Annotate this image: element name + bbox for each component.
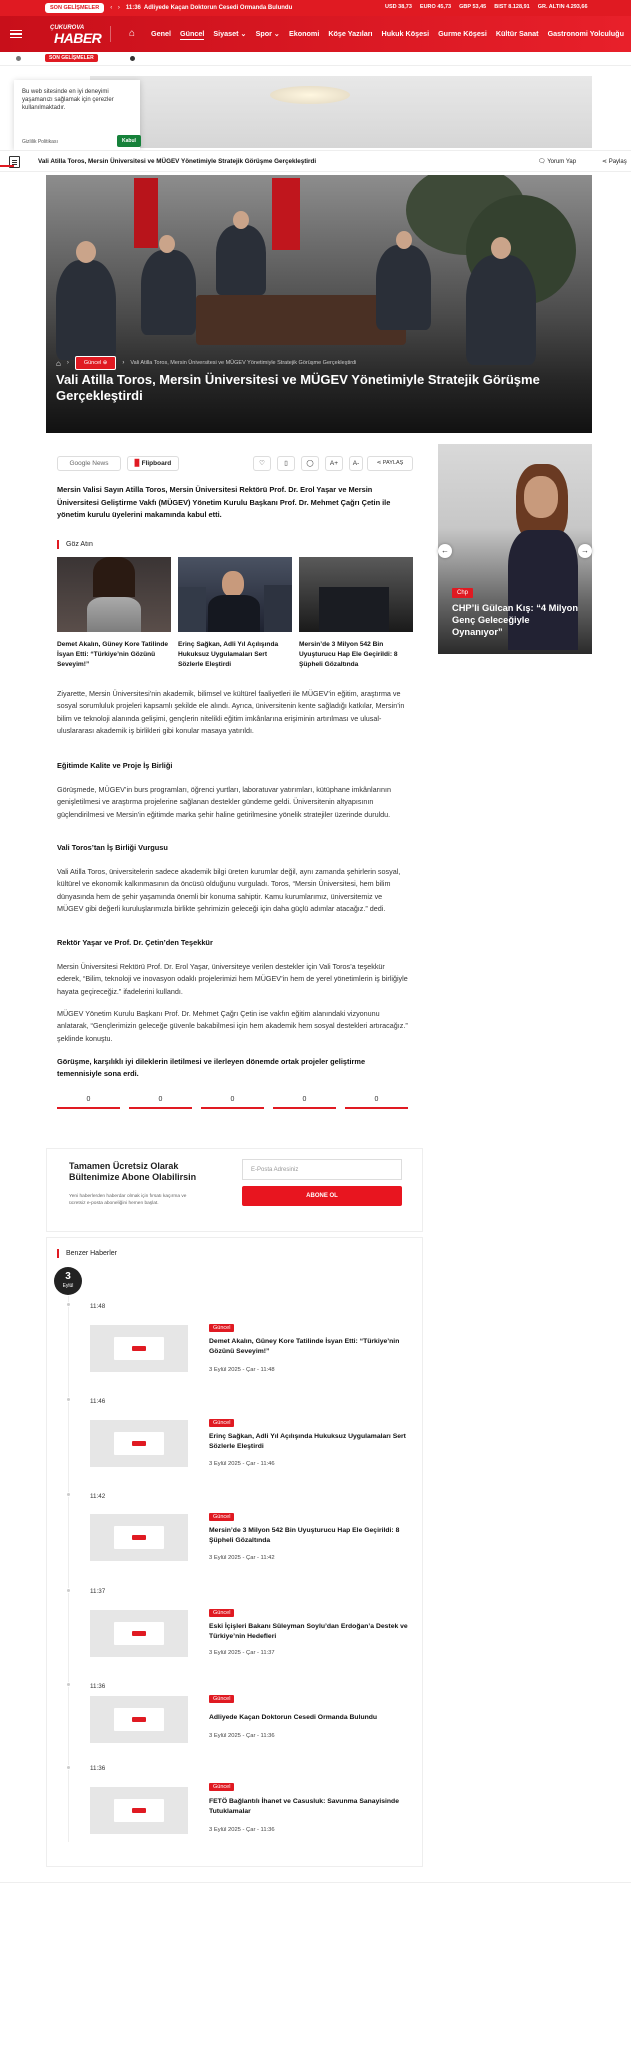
slider-next-arrow-icon[interactable]: →	[578, 544, 592, 558]
slide-category-badge[interactable]: Chp	[452, 588, 473, 598]
comment-button[interactable]: 🗨 Yorum Yap	[538, 159, 577, 165]
news-thumbnail[interactable]	[90, 1325, 188, 1372]
breadcrumb-separator: ›	[66, 360, 69, 366]
share-article-button[interactable]: ⋖ PAYLAŞ	[367, 456, 413, 471]
breadcrumb-current: Vali Atilla Toros, Mersin Üniversitesi ve MÜGEV Yönetimiyle Stratejik Görüşme Gerçekleştirdi	[130, 360, 357, 366]
site-logo[interactable]	[50, 23, 102, 45]
slide-image-face	[524, 476, 558, 518]
news-category-badge[interactable]: Güncel	[209, 1324, 234, 1332]
breadcrumb	[56, 356, 356, 370]
card-title: Erinç Sağkan, Adli Yıl Açılışında Hukuksuz Uygulamaları Sert Sözlerle Eleştirdi	[178, 641, 279, 668]
reaction-count[interactable]: 0	[345, 1093, 408, 1109]
news-thumbnail[interactable]	[90, 1420, 188, 1467]
hero-image	[46, 175, 592, 433]
news-title[interactable]: Erinç Sağkan, Adli Yıl Açılışında Hukuksuz Uygulamaları Sert Sözlerle Eleştirdi	[209, 1433, 406, 1450]
rate-bist: BIST 8.128,91	[494, 4, 530, 10]
slide-title[interactable]: CHP’li Gülcan Kış: “4 Milyon Genç Geleceğiyle Oynanıyor”	[452, 603, 579, 637]
placeholder-logo-image	[114, 1337, 164, 1360]
section-heading-goz-atin: Göz Atın	[57, 540, 93, 549]
news-date: 3 Eylül 2025 - Çar - 11:46	[209, 1461, 275, 1467]
ticker-arrows[interactable]: ‹ ›	[110, 5, 122, 11]
news-thumbnail[interactable]	[90, 1787, 188, 1834]
rate-euro: EURO 45,73	[419, 4, 452, 10]
reaction-count[interactable]: 0	[129, 1093, 192, 1109]
card-title: Mersin’de 3 Milyon 542 Bin Uyuşturucu Hap Ele Geçirildi: 8 Şüpheli Gözaltında	[299, 641, 398, 668]
breadcrumb-separator: ›	[122, 360, 125, 366]
hamburger-menu-icon[interactable]	[10, 30, 22, 39]
person-image	[141, 250, 196, 335]
article-paragraph: MÜGEV Yönetim Kurulu Başkanı Prof. Dr. Mehmet Çağrı Çetin ise vakfın eğitim alanındaki vizyonunu anlatarak, “Gençlerimizin geleceğe güvenle bakabilmesi için hem akademik hem sosyal destekleri artıracağız.” şeklinde konuştu.	[57, 1009, 408, 1043]
article-actions	[57, 456, 409, 472]
timeline-dot	[66, 1397, 71, 1402]
person-head	[76, 241, 96, 263]
timeline-time: 11:48	[90, 1303, 106, 1310]
breaking-news-badge: SON GELİŞMELER	[45, 3, 104, 13]
cookie-accept-button[interactable]: Kabul	[117, 135, 141, 147]
news-date: 3 Eylül 2025 - Çar - 11:37	[209, 1650, 275, 1656]
timeline-line	[68, 1296, 69, 1842]
person-image	[376, 245, 431, 330]
background-image-top	[90, 76, 592, 148]
article-subheading: Rektör Yaşar ve Prof. Dr. Çetin’den Teşekkür	[57, 938, 213, 947]
placeholder-logo-image	[114, 1799, 164, 1822]
timeline-time: 11:37	[90, 1588, 106, 1595]
article-summary: Mersin Valisi Sayın Atilla Toros, Mersin Üniversitesi Rektörü Prof. Dr. Erol Yaşar ve Mersin Üniversitesi Geliştirme Vakfı (MÜGEV) Yönetim Kurulu Başkanı Prof. Dr. Mehmet Çağrı Çetin ile yönetim kurulu üyelerini makamında kabul etti.	[57, 485, 391, 519]
browse-card[interactable]	[57, 557, 171, 670]
share-article-label: PAYLAŞ	[382, 460, 404, 466]
reaction-bar	[57, 1093, 409, 1109]
person-head	[491, 237, 511, 259]
reaction-count[interactable]: 0	[201, 1093, 264, 1109]
sticky-article-title: Vali Atilla Toros, Mersin Üniversitesi ve MÜGEV Yönetimiyle Stratejik Görüşme Gerçekleştirdi	[38, 158, 317, 165]
card-image	[57, 557, 171, 632]
logo-top-text: ÇUKUROVA	[50, 25, 85, 31]
newsletter-title: Tamamen Ücretsiz Olarak Bültenimize Abone Olabilirsin	[69, 1161, 197, 1182]
flipboard-label: Flipboard	[141, 460, 172, 467]
card-image	[299, 557, 413, 632]
flag-image	[272, 178, 300, 250]
browse-card[interactable]	[178, 557, 292, 670]
bookmark-icon[interactable]: ▯	[277, 456, 295, 471]
article-paragraph: Mersin Üniversitesi Rektörü Prof. Dr. Erol Yaşar, üniversiteye verilen destekler için Vali Toros’a teşekkür ederek, “Bilim, teknoloji ve inovasyon odaklı projelerimizi hem MÜGEV’in hem de yerel yönetimlerin iş birliğiyle hayata geçireceğiz.” ifadelerini kullandı.	[57, 962, 408, 996]
nav-item-kultur-sanat[interactable]: Kültür Sanat	[495, 28, 539, 38]
timeline-date-badge	[54, 1267, 82, 1295]
news-date: 3 Eylül 2025 - Çar - 11:42	[209, 1555, 275, 1561]
reaction-count[interactable]: 0	[57, 1093, 120, 1109]
share-button[interactable]: ⋖ Paylaş	[602, 159, 627, 165]
font-decrease-button[interactable]: A-	[349, 456, 363, 471]
nav-item-guncel[interactable]: Güncel	[179, 28, 205, 38]
timeline-dot	[66, 1682, 71, 1687]
timeline-time: 11:36	[90, 1683, 106, 1690]
timeline-time: 11:46	[90, 1398, 106, 1405]
category-pill[interactable]: Güncel ⊕	[75, 356, 117, 370]
flag-image	[134, 178, 158, 248]
news-category-badge[interactable]: Güncel	[209, 1695, 234, 1703]
placeholder-logo-image	[114, 1622, 164, 1645]
share-label: Paylaş	[608, 159, 627, 165]
card-image	[178, 557, 292, 632]
date-day: 3	[65, 1271, 71, 1282]
timeline-time: 11:36	[90, 1765, 106, 1772]
cookie-consent-popup	[14, 80, 140, 150]
footer-divider	[0, 1882, 631, 1883]
date-month: Eylül	[62, 1283, 74, 1289]
nav-item-genel[interactable]: Genel	[151, 28, 171, 38]
newsletter-box	[46, 1148, 423, 1232]
article-paragraph: Vali Atilla Toros, üniversitelerin sadece akademik bilgi üreten kurumlar değil, aynı zamanda şehirlerin sosyal, kültürel ve ekonomik kalkınmasının da öncüsü olduğunu vurguladı. Toros, “Mersin Üniversitesi, hem bilim dünyasında hem de şehir yaşamında önemli bir konuma sahiptir. Kamu kurumlarımız, üniversitemiz ve MÜGEV gibi değerli kuruluşlarımızla birlikte şehrimizin geleceği için daha güçlü adımlar atacağız.” dedi.	[57, 867, 401, 913]
card-title: Demet Akalın, Güney Kore Tatilinde İsyan Etti: “Türkiye’nin Gözünü Seveyim!”	[57, 641, 169, 668]
news-title[interactable]: Demet Akalın, Güney Kore Tatilinde İsyan Etti: “Türkiye’nin Gözünü Seveyim!”	[209, 1338, 400, 1355]
rate-gold: GR. ALTIN 4.293,66	[537, 4, 588, 10]
slider-prev-arrow-icon[interactable]: ←	[438, 544, 452, 558]
breadcrumb-home-icon[interactable]: ⌂	[56, 358, 61, 368]
news-thumbnail[interactable]	[90, 1696, 188, 1743]
news-title[interactable]: FETÖ Bağlantılı İhanet ve Casusluk: Savunma Sanayisinde Tutuklamalar	[209, 1798, 399, 1815]
progress-indicator	[0, 165, 14, 167]
currency-rates	[385, 4, 588, 10]
secondary-breaking-badge: SON GELİŞMELER	[45, 54, 98, 62]
timeline-time: 11:42	[90, 1493, 106, 1500]
ticker-headline[interactable]: Adliyede Kaçan Doktorun Cesedi Ormanda Bulundu	[143, 5, 293, 11]
placeholder-logo-image	[114, 1708, 164, 1731]
rate-gbp: GBP 53,45	[459, 4, 487, 10]
nav-items	[151, 29, 624, 40]
comment-icon[interactable]: ◯	[301, 456, 319, 471]
news-title[interactable]: Eski İçişleri Bakanı Süleyman Soylu’dan Erdoğan’a Destek ve Türkiye’nin Hedefleri	[209, 1623, 408, 1640]
article-title: Vali Atilla Toros, Mersin Üniversitesi ve MÜGEV Yönetimiyle Stratejik Görüşme Gerçekleştirdi	[56, 372, 540, 403]
font-increase-button[interactable]: A+	[325, 456, 343, 471]
news-title[interactable]: Mersin’de 3 Milyon 542 Bin Uyuşturucu Hap Ele Geçirildi: 8 Şüpheli Gözaltında	[209, 1527, 400, 1544]
article-paragraph: Görüşmede, MÜGEV’in burs programları, öğrenci yurtları, laboratuvar yatırımları, kütüphane imkânlarının genişletilmesi ve araştırma projelerine sağlanan destekler gündeme geldi. Üniversitenin altyapısının güçlendirilmesi ve Mersin’in eğitimde marka şehir haline getirilmesine yönelik stratejiler üzerinde duruldu.	[57, 785, 391, 819]
heart-icon[interactable]: ♡	[253, 456, 271, 471]
breaking-news-ticker	[0, 0, 631, 16]
comment-label: Yorum Yap	[547, 159, 577, 165]
news-category-badge[interactable]: Güncel	[209, 1513, 234, 1521]
timeline-dot	[66, 1302, 71, 1307]
timeline-dot	[66, 1765, 71, 1770]
table-image	[196, 295, 406, 345]
privacy-policy-link[interactable]: Gizlilik Politikası	[22, 139, 58, 145]
person-image	[56, 260, 116, 360]
sidebar-news-slider[interactable]	[438, 444, 592, 654]
news-date: 3 Eylül 2025 - Çar - 11:36	[209, 1827, 275, 1833]
person-image	[466, 255, 536, 365]
section-heading-benzer-haberler: Benzer Haberler	[57, 1249, 117, 1258]
nav-item-spor[interactable]: Spor ⌄	[255, 28, 280, 38]
nav-item-hukuk-kosesi[interactable]: Hukuk Köşesi	[381, 28, 430, 38]
secondary-bar	[0, 52, 631, 66]
nav-item-siyaset[interactable]: Siyaset ⌄	[213, 28, 247, 38]
flipboard-button[interactable]: ▉ Flipboard	[127, 456, 179, 471]
news-title[interactable]: Adliyede Kaçan Doktorun Cesedi Ormanda Bulundu	[209, 1714, 378, 1721]
dot-icon[interactable]	[16, 56, 21, 61]
news-thumbnail[interactable]	[90, 1610, 188, 1657]
person-head	[233, 211, 249, 229]
browse-card[interactable]	[299, 557, 413, 670]
news-date: 3 Eylül 2025 - Çar - 11:48	[209, 1367, 275, 1373]
article-subheading: Vali Toros’tan İş Birliği Vurgusu	[57, 843, 168, 852]
article-closing: Görüşme, karşılıklı iyi dileklerin iletilmesi ve ilerleyen dönemde ortak projeler geliştirme temennisiyle sona erdi.	[57, 1057, 366, 1078]
nav-item-kose-yazilari[interactable]: Köşe Yazıları	[328, 28, 373, 38]
news-date: 3 Eylül 2025 - Çar - 11:36	[209, 1733, 275, 1739]
dot-icon[interactable]	[130, 56, 135, 61]
news-category-badge[interactable]: Güncel	[209, 1419, 234, 1427]
ticker-time: 11:36	[125, 5, 141, 11]
news-category-badge[interactable]: Güncel	[209, 1609, 234, 1617]
cookie-text: Bu web sitesinde en iyi deneyimi yaşamanızı sağlamak için çerezler kullanılmaktadır.	[22, 89, 114, 111]
category-label: Güncel	[83, 360, 102, 366]
google-news-button[interactable]: Google News	[57, 456, 121, 471]
person-head	[396, 231, 412, 249]
placeholder-logo-image	[114, 1526, 164, 1549]
nav-divider	[110, 26, 111, 42]
main-navigation	[0, 16, 631, 52]
nav-item-gurme-kosesi[interactable]: Gurme Köşesi	[438, 28, 487, 38]
person-image	[216, 225, 266, 295]
timeline-dot	[66, 1588, 71, 1593]
timeline-dot	[66, 1492, 71, 1497]
chandelier-image	[270, 86, 350, 104]
newsletter-subtitle: Yeni haberlerden haberdar olmak için fırsatı kaçırma ve ücretsiz e-posta aboneliğini hemen başlat.	[69, 1194, 187, 1206]
rate-usd: USD 38,73	[385, 4, 412, 10]
reaction-count[interactable]: 0	[273, 1093, 336, 1109]
placeholder-logo-image	[114, 1432, 164, 1455]
home-icon[interactable]: ⌂	[129, 28, 136, 39]
article-paragraph: Ziyarette, Mersin Üniversitesi’nin akademik, bilimsel ve kültürel faaliyetleri ile MÜGEV’in eğitim, araştırma ve sosyal sorumluluk projeleri kapsamlı şekilde ele alındı. Ayrıca, üniversitenin kente sağladığı katkılar, Mersin’in bilim ve teknoloji alanında gelişimi, gençlerin nitelikli eğitim imkânlarına erişiminin artırılması ve ulusal-uluslararası akademik iş birlikleri gibi konular masaya yatırıldı.	[57, 689, 405, 735]
nav-item-gastronomi[interactable]: Gastronomi Yolculuğu	[547, 28, 624, 38]
newsletter-email-input[interactable]: E-Posta Adresiniz	[242, 1159, 402, 1180]
sticky-article-bar	[0, 150, 631, 172]
nav-item-ekonomi[interactable]: Ekonomi	[288, 28, 320, 38]
news-thumbnail[interactable]	[90, 1514, 188, 1561]
logo-main-text: HABER	[54, 30, 102, 46]
subscribe-button[interactable]: ABONE OL	[242, 1186, 402, 1206]
news-category-badge[interactable]: Güncel	[209, 1783, 234, 1791]
article-subheading: Eğitimde Kalite ve Proje İş Birliği	[57, 761, 173, 770]
person-head	[159, 235, 175, 253]
